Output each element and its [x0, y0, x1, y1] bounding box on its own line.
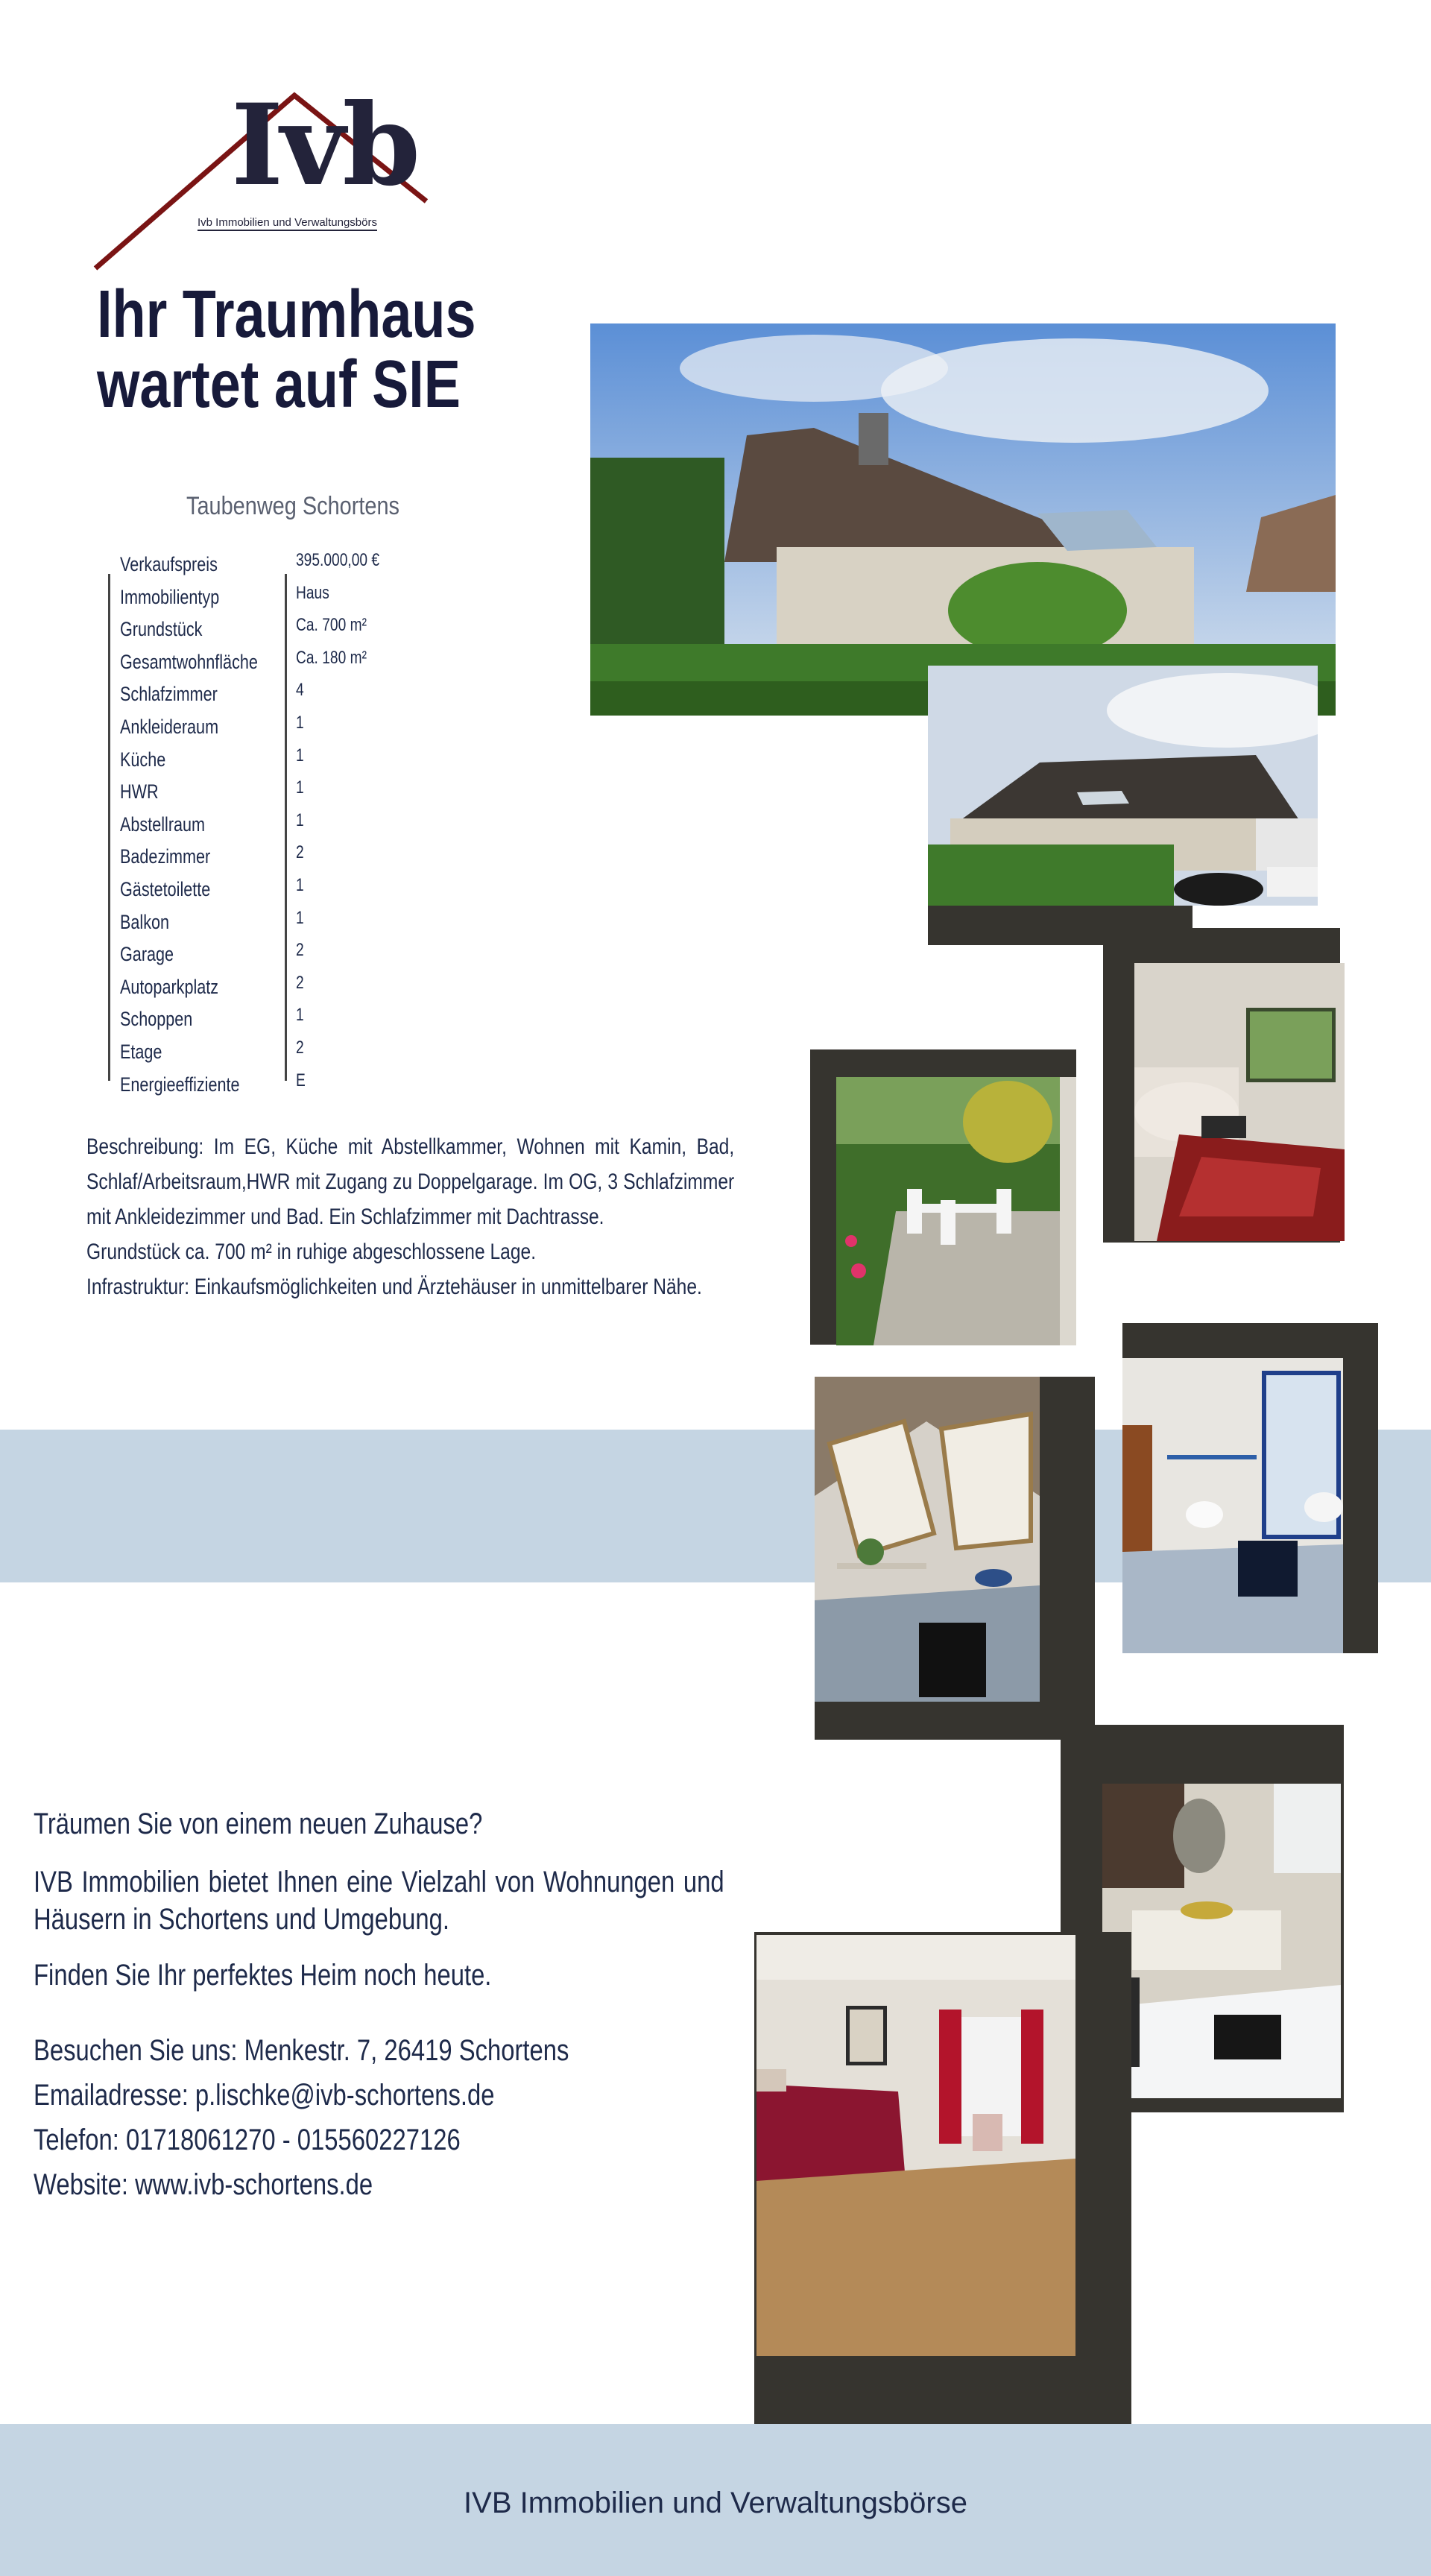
description-line: mit Ankleidezimmer und Bad. Ein Schlafzimmer mit Dachtrasse.	[86, 1205, 604, 1229]
property-description	[86, 1129, 735, 1304]
detail-value: 1	[296, 777, 304, 798]
contact-email[interactable]: Emailadresse: p.lischke@ivb-schortens.de	[34, 2079, 495, 2112]
table-row	[108, 745, 451, 781]
detail-value: Haus	[296, 582, 329, 603]
description-line: Beschreibung: Im EG, Küche mit Abstellkammer, Wohnen mit Kamin, Bad,	[86, 1134, 735, 1159]
detail-value: 395.000,00 €	[296, 550, 380, 570]
headline-line-1: Ihr Traumhaus	[97, 277, 476, 352]
detail-key: Gästetoilette	[120, 878, 211, 900]
detail-value: E	[296, 1070, 306, 1090]
property-address: Taubenweg Schortens	[186, 492, 399, 520]
table-row	[108, 615, 451, 651]
detail-value: 2	[296, 842, 304, 863]
detail-key: Schoppen	[120, 1008, 193, 1031]
detail-key: Verkaufspreis	[120, 553, 218, 575]
contact-phone[interactable]: Telefon: 01718061270 - 015560227126	[34, 2124, 461, 2156]
detail-key: Autoparkplatz	[120, 975, 219, 998]
table-row	[108, 647, 451, 684]
detail-value: 1	[296, 809, 304, 830]
detail-key: Badezimmer	[120, 845, 211, 868]
detail-value: 2	[296, 940, 304, 961]
table-row	[108, 875, 451, 911]
table-row	[108, 1005, 451, 1041]
living-room-photo	[1134, 963, 1345, 1241]
footer-company-name: IVB Immobilien und Verwaltungsbörse	[464, 2487, 967, 2519]
logo-wordmark: Ivb	[231, 80, 418, 211]
logo-subtitle: Ivb Immobilien und Verwaltungsbörs	[198, 216, 377, 231]
detail-value: 1	[296, 907, 304, 928]
detail-value: 1	[296, 713, 304, 733]
bathroom-photo	[1122, 1358, 1343, 1653]
contact-offer: IVB Immobilien bietet Ihnen eine Vielzahl von Wohnungen und Häusern in Schortens und Umgebung.	[34, 1866, 724, 1936]
contact-address: Besuchen Sie uns: Menkestr. 7, 26419 Schortens	[34, 2034, 569, 2067]
contact-call-to-action: Finden Sie Ihr perfektes Heim noch heute.	[34, 1959, 492, 1992]
detail-key: Grundstück	[120, 618, 203, 641]
table-row	[108, 1070, 451, 1106]
detail-value: 2	[296, 972, 304, 993]
detail-value: 1	[296, 875, 304, 895]
detail-value: 1	[296, 1005, 304, 1026]
house-exterior-photo	[590, 323, 1336, 716]
detail-key: Gesamtwohnfläche	[120, 650, 258, 673]
table-row	[108, 582, 451, 619]
table-row	[108, 1038, 451, 1073]
terrace-photo	[836, 1077, 1076, 1345]
detail-key: Ankleideraum	[120, 716, 219, 738]
attic-room-photo	[815, 1377, 1040, 1702]
headline	[97, 277, 476, 422]
detail-key: Energieeffiziente	[120, 1073, 240, 1096]
detail-key: Schlafzimmer	[120, 683, 218, 706]
company-logo	[89, 80, 432, 276]
description-line: Infrastruktur: Einkaufsmöglichkeiten und Ärztehäuser in unmittelbarer Nähe.	[86, 1275, 702, 1299]
table-row	[108, 680, 451, 716]
detail-value: Ca. 180 m²	[296, 647, 367, 668]
table-row	[108, 713, 451, 748]
second-bathroom-photo	[1102, 1784, 1341, 2098]
description-line: Schlaf/Arbeitsraum,HWR mit Zugang zu Doppelgarage. Im OG, 3 Schlafzimmer	[86, 1169, 735, 1194]
headline-line-2: wartet auf SIE	[97, 347, 461, 422]
contact-website[interactable]: Website: www.ivb-schortens.de	[34, 2168, 373, 2201]
detail-key: Küche	[120, 748, 166, 771]
table-row	[108, 842, 451, 878]
house-front-photo	[928, 666, 1318, 906]
table-row	[108, 777, 451, 813]
detail-value: Ca. 700 m²	[296, 615, 367, 636]
detail-key: Garage	[120, 943, 174, 966]
detail-key: Abstellraum	[120, 812, 206, 836]
detail-key: Balkon	[120, 910, 170, 933]
table-row	[108, 940, 451, 976]
detail-key: HWR	[120, 780, 159, 804]
description-line: Grundstück ca. 700 m² in ruhige abgeschlossene Lage.	[86, 1240, 537, 1264]
detail-value: 1	[296, 745, 304, 765]
detail-value: 2	[296, 1038, 304, 1058]
bedroom-photo	[756, 1935, 1075, 2356]
footer	[0, 2424, 1431, 2576]
detail-key: Immobilientyp	[120, 585, 220, 608]
contact-question: Träumen Sie von einem neuen Zuhause?	[34, 1808, 483, 1840]
detail-value: 4	[296, 680, 304, 701]
table-row	[108, 550, 451, 586]
table-row	[108, 809, 451, 846]
table-row	[108, 972, 451, 1008]
table-row	[108, 907, 451, 944]
contact-section	[34, 1808, 724, 2207]
detail-key: Etage	[120, 1041, 162, 1063]
